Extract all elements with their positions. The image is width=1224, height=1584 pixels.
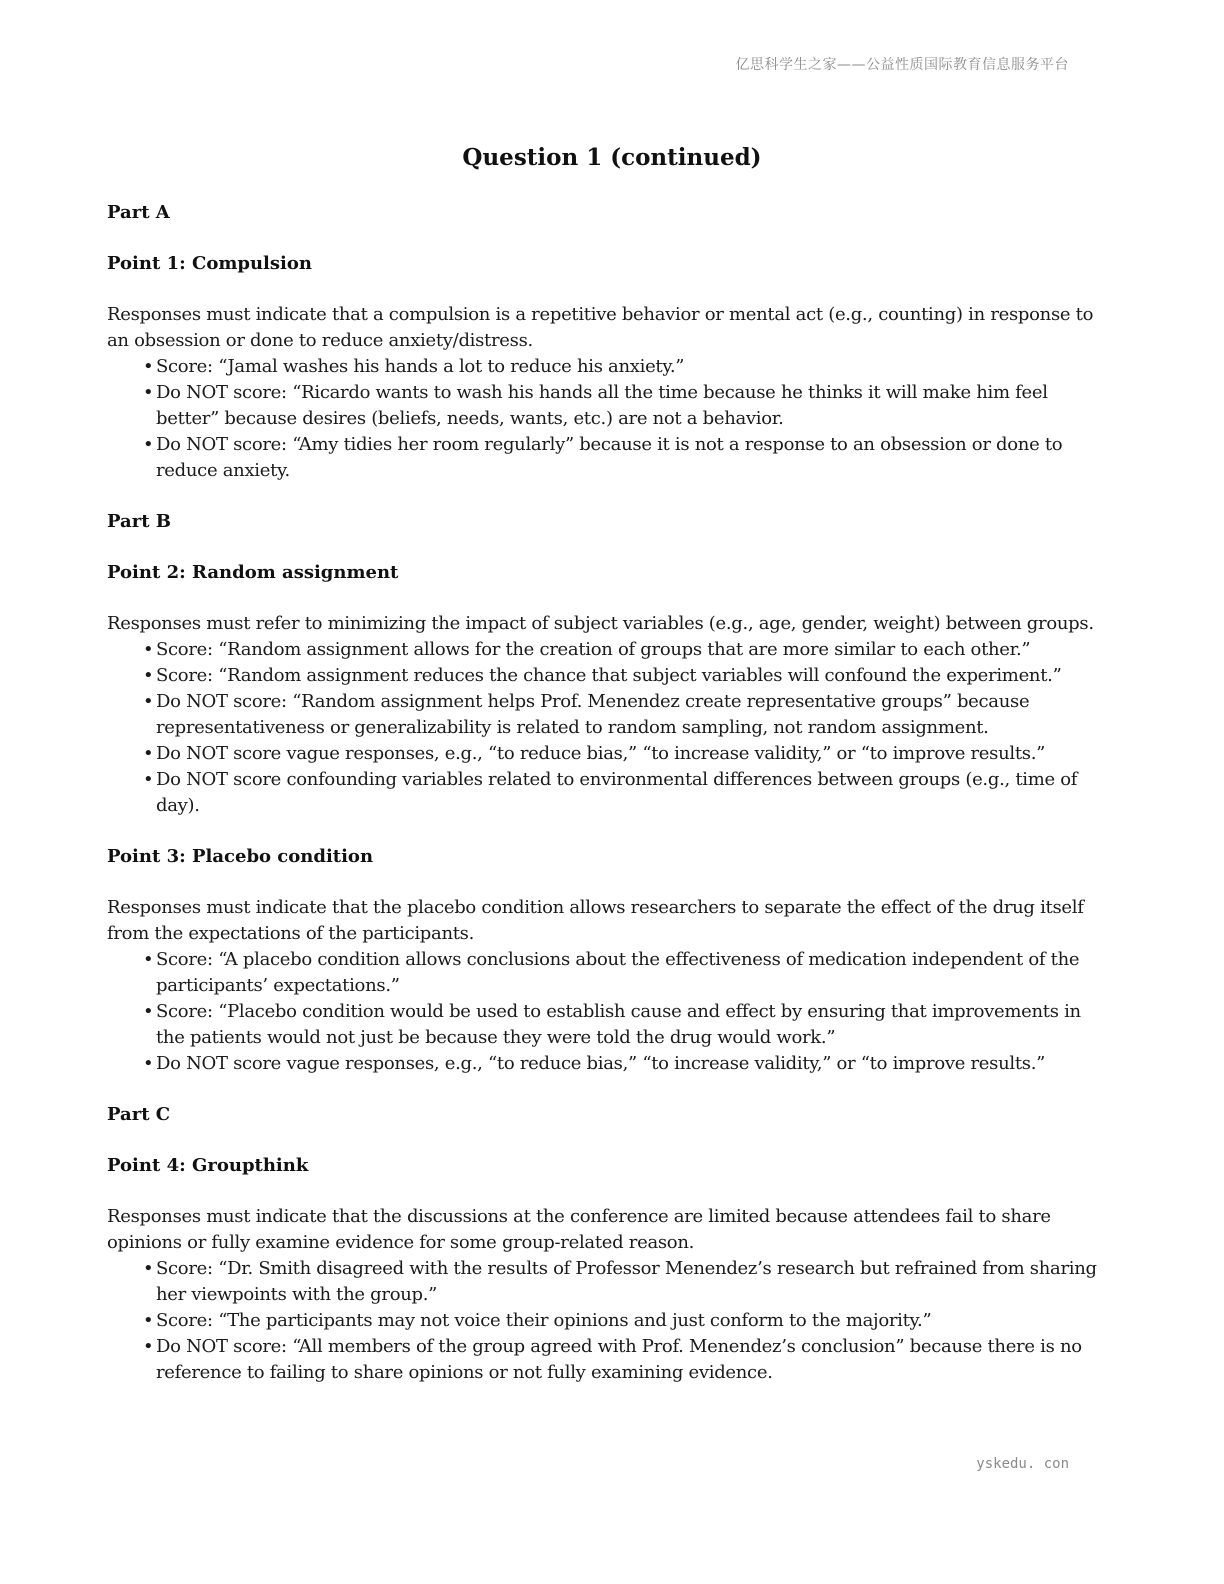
bullet-icon: • [143, 743, 154, 764]
point-3-intro: Responses must indicate that the placebo condition allows researchers to separate the effect of the drug itself from the expectations of the participants. [107, 897, 1084, 944]
point-3-bullets [143, 947, 1107, 1077]
part-c-heading: Part C [107, 1104, 171, 1125]
list-item [143, 1334, 1107, 1386]
bullet-text: Do NOT score: “Ricardo wants to wash his hands all the time because he thinks it will make him feel better” because desires (beliefs, needs, wants, etc.) are not a behavior. [156, 382, 1048, 429]
list-item [143, 1256, 1107, 1308]
point-4-intro: Responses must indicate that the discussions at the conference are limited because attendees fail to share opinions or fully examine evidence for some group-related reason. [107, 1206, 1051, 1253]
point-4-bullets [143, 1256, 1107, 1386]
footer-watermark: yskedu. con [976, 1456, 1069, 1472]
header-watermark: 亿思科学生之家——公益性质国际教育信息服务平台 [735, 57, 1069, 73]
bullet-icon: • [143, 1310, 154, 1331]
bullet-text: Do NOT score: “Amy tidies her room regularly” because it is not a response to an obsession or done to reduce anxiety. [156, 434, 1063, 481]
bullet-icon: • [143, 382, 154, 403]
bullet-text: Score: “A placebo condition allows conclusions about the effectiveness of medication independent of the participants’ expectations.” [156, 949, 1080, 996]
point-1-intro: Responses must indicate that a compulsion is a repetitive behavior or mental act (e.g., counting) in response to an obsession or done to reduce anxiety/distress. [107, 304, 1094, 351]
list-item [143, 637, 1107, 663]
bullet-icon: • [143, 665, 154, 686]
list-item [143, 1308, 1107, 1334]
bullet-text: Score: “The participants may not voice their opinions and just conform to the majority.” [156, 1310, 932, 1331]
point-2-intro: Responses must refer to minimizing the impact of subject variables (e.g., age, gender, weight) between groups. [107, 613, 1094, 634]
list-item [143, 767, 1107, 819]
point-3-heading: Point 3: Placebo condition [107, 846, 374, 867]
bullet-text: Do NOT score: “Random assignment helps Prof. Menendez create representative groups” because representativeness or generalizability is related to random sampling, not random assignment. [156, 691, 1030, 738]
list-item [143, 741, 1107, 767]
document-body [107, 200, 1107, 1386]
bullet-text: Do NOT score: “All members of the group agreed with Prof. Menendez’s conclusion” because there is no reference to failing to share opinions or not fully examining evidence. [156, 1336, 1082, 1383]
bullet-text: Score: “Dr. Smith disagreed with the results of Professor Menendez’s research but refrained from sharing her viewpoints with the group.” [156, 1258, 1097, 1305]
list-item [143, 432, 1107, 484]
point-1-bullets [143, 354, 1107, 484]
bullet-icon: • [143, 639, 154, 660]
list-item [143, 380, 1107, 432]
point-4-heading: Point 4: Groupthink [107, 1155, 309, 1176]
bullet-icon: • [143, 1001, 154, 1022]
bullet-icon: • [143, 691, 154, 712]
bullet-text: Do NOT score confounding variables related to environmental differences between groups (e.g., time of day). [156, 769, 1078, 816]
part-a-heading: Part A [107, 202, 170, 223]
bullet-icon: • [143, 769, 154, 790]
list-item [143, 354, 1107, 380]
bullet-icon: • [143, 949, 154, 970]
bullet-text: Score: “Random assignment allows for the creation of groups that are more similar to each other.” [156, 639, 1031, 660]
list-item [143, 1051, 1107, 1077]
list-item [143, 689, 1107, 741]
bullet-text: Score: “Placebo condition would be used to establish cause and effect by ensuring that improvements in the patients would not just be because they were told the drug would work.” [156, 1001, 1081, 1048]
bullet-text: Do NOT score vague responses, e.g., “to reduce bias,” “to increase validity,” or “to improve results.” [156, 1053, 1046, 1074]
bullet-icon: • [143, 1053, 154, 1074]
bullet-icon: • [143, 434, 154, 455]
point-1-heading: Point 1: Compulsion [107, 253, 312, 274]
list-item [143, 947, 1107, 999]
bullet-text: Do NOT score vague responses, e.g., “to reduce bias,” “to increase validity,” or “to improve results.” [156, 743, 1046, 764]
bullet-icon: • [143, 1258, 154, 1279]
bullet-text: Score: “Jamal washes his hands a lot to reduce his anxiety.” [156, 356, 685, 377]
bullet-icon: • [143, 356, 154, 377]
list-item [143, 999, 1107, 1051]
point-2-heading: Point 2: Random assignment [107, 562, 399, 583]
point-2-bullets [143, 637, 1107, 819]
part-b-heading: Part B [107, 511, 171, 532]
list-item [143, 663, 1107, 689]
page-title: Question 1 (continued) [462, 144, 762, 171]
bullet-icon: • [143, 1336, 154, 1357]
bullet-text: Score: “Random assignment reduces the chance that subject variables will confound the experiment.” [156, 665, 1062, 686]
